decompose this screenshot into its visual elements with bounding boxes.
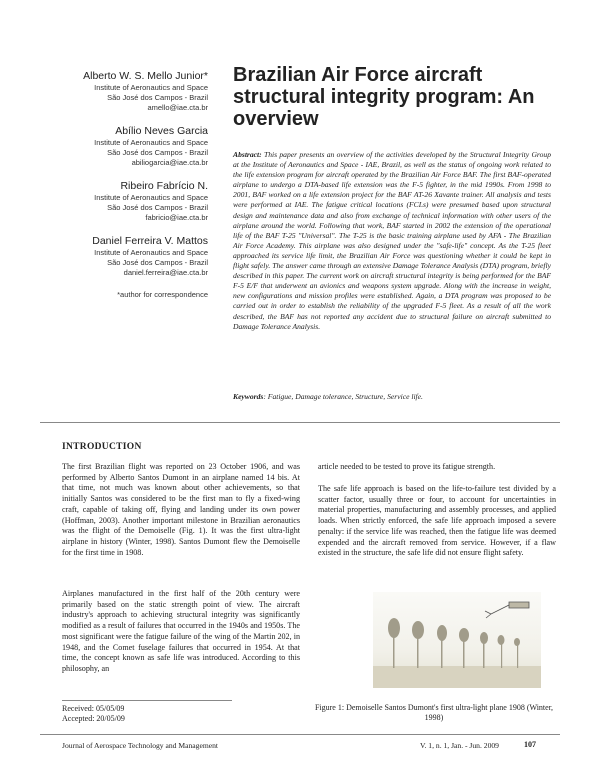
journal-name: Journal of Aerospace Technology and Management [62,741,219,750]
figure-caption: Figure 1: Demoiselle Santos Dumont's first ultra-light plane 1908 (Winter, 1998) [314,703,554,722]
keywords-label: Keywords [233,392,264,401]
author-affiliation: Institute of Aeronautics and Space [94,83,208,92]
author-name: Ribeiro Fabrício N. [120,180,208,192]
body-paragraph: article needed to be tested to prove its fatigue strength. [318,462,496,471]
abstract-text: This paper presents an overview of the activities developed by the Structural Integrity Group at the Institute of Aeronautics and Space - IAE, Brazil, as well as the status of ongoing work related to the life extension program for aircraft operated by the Brazilian Air Force BAF. The first BAF-operated airplane to undergo a DTA-based life extension was the F-5 fighter, in the mid 1990s. From 1998 to 2001, BAF worked on a life extension project for the BAF AT-26 Xavante trainer. All analysis and tests were performed at IAE. The fatigue critical locations (FCLs) were presumed based upon structural design and maintenance data and also from exchange of technical information with other users of the airplane around the world. Following that work, BAF started in 2002 the extension of the operational life of the BAF T-25 "Universal". The T-25 is the basic training airplane used by AFA - The Brazilian Air Force Academy. This airplane was also designed under the "safe-life" concept. As the T-25 fleet approached its service life limit, the Brazilian Air Force was questioning whether it could be kept in flight safely. The answer came through an extensive Damage Tolerance Analysis (DTA) program, briefly described in this paper. The current work on aircraft structural integrity is being performed for the BAF F-5 E/F that underwent an avionics and weapons system upgrade. Along with the increase in weight, new configurations and mission profiles were established. Again, a DTA program was proposed to be carried out in order to establish the reliability of the upgraded F-5 fleet. As a result of all the work described, the BAF has not reported any accident due to structural failure on aircraft submitted to Damage Tolerance Analysis. [233,150,551,331]
header-divider [40,422,560,423]
author-block [40,70,208,113]
author-name: Daniel Ferreira V. Mattos [92,235,208,247]
section-title: INTRODUCTION [62,442,142,452]
footer-divider [40,734,560,735]
author-list [40,70,208,300]
author-affiliation: Institute of Aeronautics and Space [94,248,208,257]
received-accepted [62,704,125,724]
demoiselle-illustration [373,592,541,688]
paper-title: Brazilian Air Force aircraft structural integrity program: An overview [233,64,535,130]
author-email[interactable]: amello@iae.cta.br [147,103,208,112]
author-city: São José dos Campos - Brazil [107,148,208,157]
author-city: São José dos Campos - Brazil [107,203,208,212]
author-affiliation: Institute of Aeronautics and Space [94,193,208,202]
keywords [233,392,551,402]
abstract-label: Abstract: [233,150,262,159]
author-affiliation: Institute of Aeronautics and Space [94,138,208,147]
keywords-text: : Fatigue, Damage tolerance, Structure, Service life. [263,392,423,401]
body-paragraph: The safe life approach is based on the life-to-failure test divided by a scatter factor, usually three or four, to account for uncertainties in material properties, manufacturing and assembly processes, and applied loads. When strictly enforced, the safe life approach imposed a severe penalty: if the service life was reached, then the fatigue life was deemed expended and the aircraft removed from service. However, if a flaw existed in the structure, the safe life did not ensure flight safety. [318,484,556,558]
author-name: Alberto W. S. Mello Junior* [83,70,208,82]
body-paragraph: The first Brazilian flight was reported on 23 October 1906, and was performed by Alberto Santos Dumont in an airplane named 14 bis. At that time, not much was known about other achievements, so that initially Santos was considered to be the first man to fly a fixed-wing craft, capable of taking off, flying and landing under its own power (Hoffman, 2003). Another important milestone in Brazilian aeronautics was the flight of the Demoiselle (Fig. 1). It was the first ultra-light airplane in history (Winter, 1998). Santos Dumont flew the Demoiselle for the first time in 1908. [62,462,300,557]
received-date: Received: 05/05/09 [62,704,125,713]
body-paragraph: Airplanes manufactured in the first half of the 20th century were primarily based on the static strength point of view. The aircraft industry's approach to achieving structural integrity was significantly modified as a result of failures that occurred in the 1940s and 1950s. The most significant were the fatigue failure of the wing of the Martin 202, in 1948, and the Comet fuselage failures that occurred in 1954. At that time, the concept known as safe life was introduced. According to this philosophy, an [62,589,300,673]
author-block [40,235,208,278]
author-city: São José dos Campos - Brazil [107,258,208,267]
author-city: São José dos Campos - Brazil [107,93,208,102]
author-block [40,125,208,168]
author-email[interactable]: daniel.ferreira@iae.cta.br [123,268,208,277]
author-block [40,180,208,223]
author-email[interactable]: fabricio@iae.cta.br [145,213,208,222]
accepted-date: Accepted: 20/05/09 [62,714,125,723]
author-email[interactable]: abiliogarcia@iae.cta.br [131,158,208,167]
abstract [233,150,551,332]
page-number: 107 [524,740,536,749]
footnote-divider [62,700,232,701]
issue-info: V. 1, n. 1, Jan. - Jun. 2009 [420,741,499,750]
correspondence-note: *author for correspondence [117,290,208,299]
author-name: Abílio Neves Garcia [115,125,208,137]
figure-demoiselle-photo [373,592,541,688]
